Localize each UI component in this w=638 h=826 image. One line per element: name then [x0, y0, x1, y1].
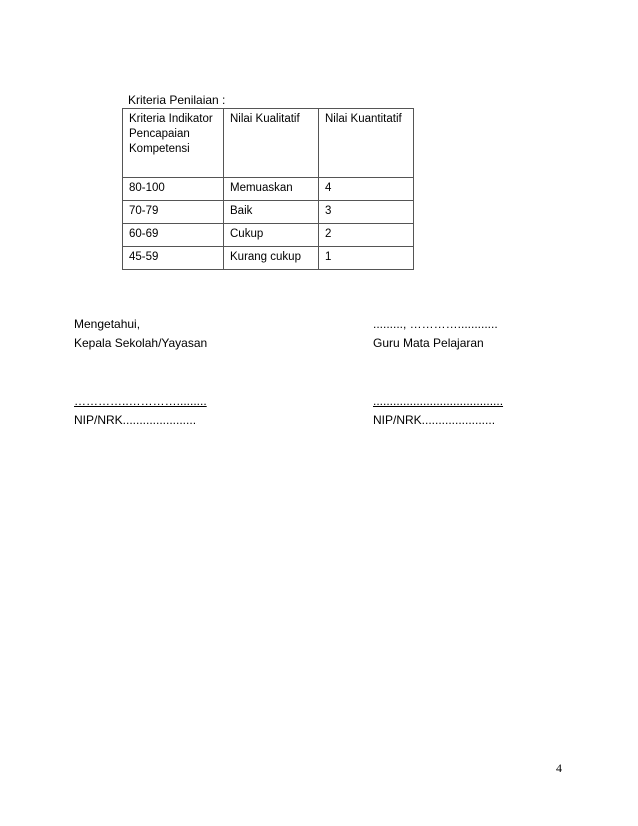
table-header-row — [123, 109, 414, 178]
header-quantitative: Nilai Kuantitatif — [319, 109, 414, 178]
cell-qualitative: Cukup — [224, 224, 319, 247]
principal-name-line: …………..…………......... — [74, 394, 207, 408]
cell-range: 45-59 — [123, 247, 224, 270]
cell-range: 80-100 — [123, 178, 224, 201]
signature-right-heading — [373, 315, 498, 353]
table-row — [123, 247, 414, 270]
cell-range: 60-69 — [123, 224, 224, 247]
teacher-nip: NIP/NRK...................... — [373, 413, 496, 427]
cell-range: 70-79 — [123, 201, 224, 224]
cell-qualitative: Memuaskan — [224, 178, 319, 201]
table-row — [123, 224, 414, 247]
cell-qualitative: Baik — [224, 201, 319, 224]
teacher-role: Guru Mata Pelajaran — [373, 336, 484, 350]
cell-quantitative: 3 — [319, 201, 414, 224]
criteria-caption: Kriteria Penilaian : — [128, 93, 226, 107]
header-criteria-indicator: Kriteria Indikator Pencapaian Kompetensi — [123, 109, 224, 178]
header-qualitative: Nilai Kualitatif — [224, 109, 319, 178]
table-row — [123, 178, 414, 201]
place-date-line: ........., …………............ — [373, 317, 498, 331]
cell-quantitative: 4 — [319, 178, 414, 201]
signature-left-block — [74, 392, 207, 430]
cell-quantitative: 1 — [319, 247, 414, 270]
signature-right-block — [373, 392, 503, 430]
table-row — [123, 201, 414, 224]
criteria-table — [122, 108, 414, 270]
cell-qualitative: Kurang cukup — [224, 247, 319, 270]
teacher-name-line: ....................................... — [373, 394, 504, 408]
page-number: 4 — [556, 761, 562, 775]
acknowledged-label: Mengetahui, — [74, 317, 141, 331]
principal-role: Kepala Sekolah/Yayasan — [74, 336, 208, 350]
signature-left-heading — [74, 315, 207, 353]
principal-nip: NIP/NRK...................... — [74, 413, 197, 427]
cell-quantitative: 2 — [319, 224, 414, 247]
